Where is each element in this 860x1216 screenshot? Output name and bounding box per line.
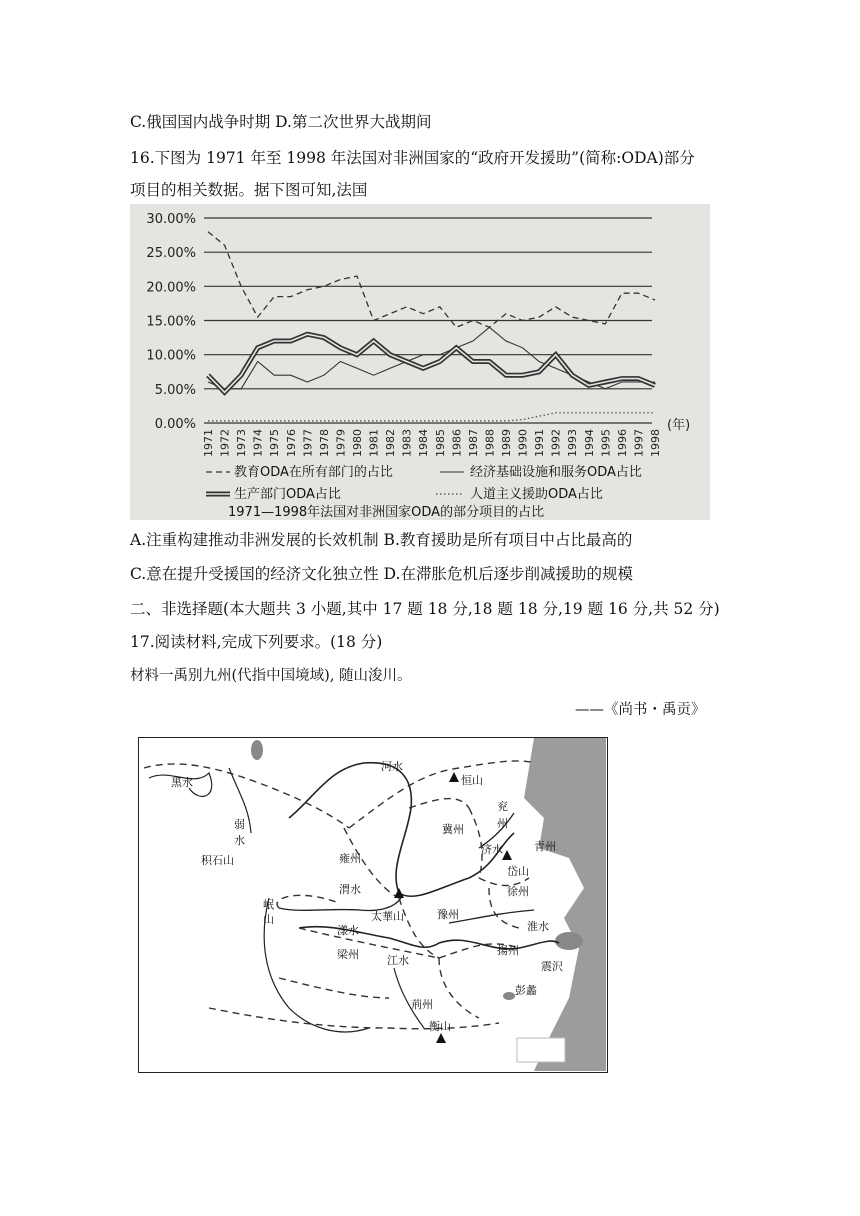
legend-label-infrastructure: 经济基础设施和服务ODA占比 (470, 465, 642, 480)
label-heishui: 黑水 (171, 776, 193, 789)
hengshan-south-mountain-icon (436, 1033, 446, 1043)
x-tick-label: 1987 (466, 429, 480, 457)
label-yongzhou: 雍州 (339, 852, 361, 865)
x-tick-label: 1997 (632, 429, 646, 457)
taihuashan-mountain-icon (394, 888, 404, 898)
chart-svg (130, 204, 710, 520)
x-tick-label: 1993 (566, 429, 580, 457)
label-jiangshui: 江水 (387, 954, 409, 967)
x-tick-label: 1974 (251, 429, 265, 457)
nine-provinces-map (138, 737, 608, 1073)
x-tick-label: 1975 (268, 429, 282, 457)
series-line-production-outer (208, 334, 655, 392)
y-tick-label: 20.00% (146, 280, 196, 296)
x-tick-label: 1979 (334, 429, 348, 457)
blank-patch (517, 1038, 565, 1062)
lake-pengli (503, 992, 515, 1000)
material-source: ——《尚书・禹贡》 (575, 702, 706, 718)
x-tick-label: 1991 (533, 429, 547, 457)
sea-area (524, 738, 606, 1071)
label-zhenze: 震沢 (541, 960, 563, 973)
x-tick-label: 1976 (284, 429, 298, 457)
x-tick-label: 1995 (599, 429, 613, 457)
legend-label-production: 生产部门ODA占比 (234, 487, 341, 502)
label-taihuashan: 太華山 (371, 910, 404, 923)
label-hengshan-south: 衡山 (429, 1020, 451, 1033)
question-16-line1: 16.下图为 1971 年至 1998 年法国对非洲国家的“政府开发援助”(简称:ODA)部分 (130, 149, 695, 167)
x-tick-label: 1971 (202, 429, 215, 457)
legend-label-humanitarian: 人道主义援助ODA占比 (470, 487, 603, 502)
option-line-cd-prev: C.俄国国内战争时期 D.第二次世界大战期间 (130, 113, 432, 131)
label-yan-2: 州 (497, 817, 508, 830)
label-pengli: 彭蠡 (515, 984, 537, 997)
label-min-2: 山 (263, 913, 274, 926)
x-tick-label: 1984 (417, 429, 431, 457)
x-tick-label: 1992 (549, 429, 563, 457)
label-yangzhou: 揚州 (497, 944, 519, 957)
river-minjiang (264, 898, 369, 1032)
y-tick-label: 25.00% (146, 246, 196, 262)
chart-title: 1971—1998年法国对非洲国家ODA的部分项目的占比 (228, 505, 545, 520)
label-yan-1: 兖 (497, 800, 508, 813)
label-min-1: 岷 (263, 898, 274, 911)
x-tick-label: 1985 (433, 429, 447, 457)
label-weishui: 渭水 (339, 883, 361, 896)
question-16-line2: 项目的相关数据。据下图可知,法国 (130, 181, 368, 199)
label-huaishui: 淮水 (527, 920, 549, 933)
x-tick-label: 1977 (301, 429, 315, 457)
label-yuzhou: 豫州 (437, 908, 459, 921)
label-jizhou: 冀州 (442, 823, 464, 836)
label-daishan: 岱山 (507, 865, 529, 878)
x-tick-label: 1990 (516, 429, 530, 457)
lake-north (251, 740, 263, 760)
x-tick-label: 1980 (351, 429, 364, 457)
x-tick-label: 1983 (400, 429, 414, 457)
label-qingzhou: 青州 (534, 840, 556, 853)
x-unit-label: (年) (667, 418, 691, 433)
series-line-humanitarian (208, 413, 655, 421)
label-jishui: 济水 (481, 843, 503, 856)
x-tick-label: 1998 (649, 429, 662, 457)
question-17: 17.阅读材料,完成下列要求。(18 分) (130, 633, 383, 651)
river-huaishui (449, 910, 534, 923)
lake-zhenze (555, 932, 583, 950)
legend-label-education: 教育ODA在所有部门的占比 (234, 465, 393, 480)
x-tick-label: 1981 (367, 429, 381, 457)
options-cd: C.意在提升受援国的经济文化独立性 D.在滞胀危机后逐步削减援助的规模 (130, 565, 633, 583)
map-svg (139, 738, 606, 1071)
x-tick-label: 1982 (384, 429, 398, 457)
label-ruoshui-2: 水 (234, 834, 245, 847)
x-tick-label: 1988 (483, 429, 497, 457)
x-tick-label: 1996 (615, 429, 629, 458)
x-tick-label: 1986 (450, 429, 464, 457)
y-tick-label: 10.00% (146, 348, 196, 364)
section-2-heading: 二、非选择题(本大题共 3 小题,其中 17 题 18 分,18 题 18 分,19 题 16 分,共 52 分) (130, 600, 720, 618)
label-liangzhou: 梁州 (337, 948, 359, 961)
label-hengshan: 恒山 (461, 774, 483, 787)
daishan-mountain-icon (502, 850, 512, 860)
material-1: 材料一禹别九州(代指中国境域), 随山浚川。 (130, 668, 412, 684)
label-jingzhou: 荊州 (411, 998, 433, 1011)
label-yangshui: 漾水 (337, 924, 359, 937)
y-tick-label: 5.00% (154, 382, 196, 398)
options-ab: A.注重构建推动非洲发展的长效机制 B.教育援助是所有项目中占比最高的 (130, 531, 633, 549)
x-tick-label: 1994 (582, 429, 596, 457)
x-tick-label: 1972 (218, 429, 232, 457)
x-tick-label: 1989 (500, 429, 513, 457)
oda-line-chart (130, 204, 710, 520)
label-heshui: 河水 (381, 760, 403, 773)
series-line-education (208, 232, 655, 328)
x-tick-label: 1973 (235, 429, 249, 457)
y-tick-label: 0.00% (154, 417, 196, 432)
label-jishishan: 积石山 (201, 854, 234, 867)
label-xuzhou: 徐州 (507, 885, 529, 898)
series-line-infrastructure (208, 327, 655, 389)
y-tick-label: 30.00% (146, 212, 196, 227)
x-tick-label: 1978 (317, 429, 331, 457)
river-weishui (279, 898, 401, 911)
hengshan-mountain-icon (449, 772, 459, 782)
label-ruoshui-1: 弱 (234, 818, 245, 831)
y-tick-label: 15.00% (146, 314, 196, 330)
